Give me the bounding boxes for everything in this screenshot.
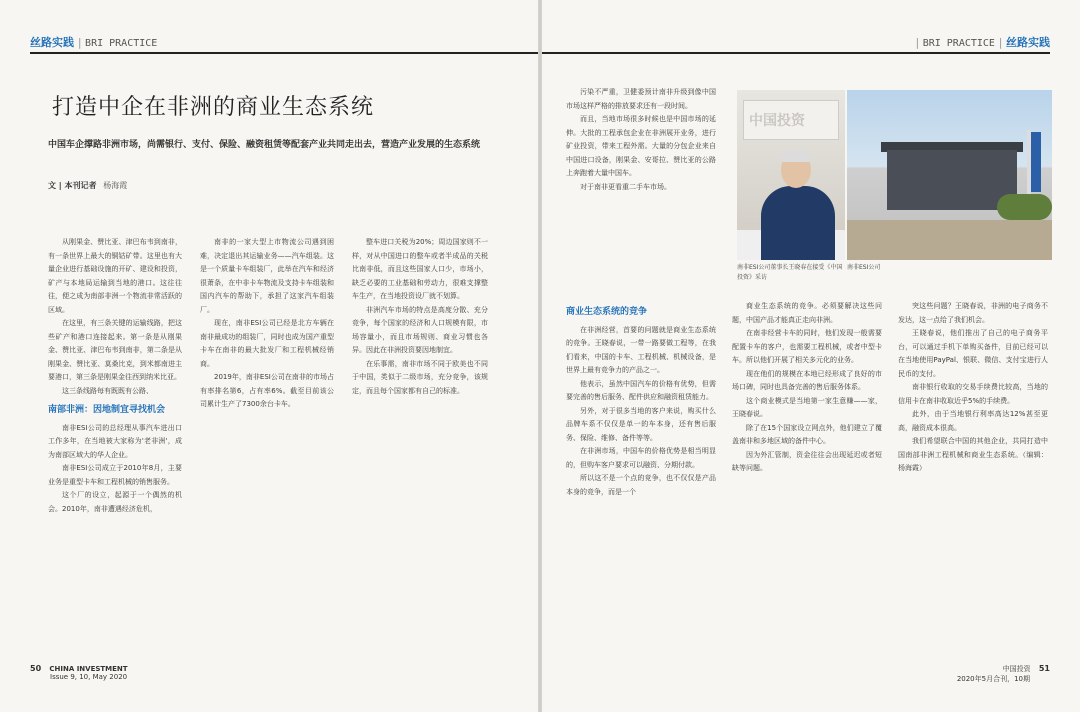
text-column-r3 [898, 300, 1048, 656]
paragraph: 这三条线路每有既既有公路、 [62, 386, 153, 395]
magazine-name-cn: 中国投资 [1002, 665, 1031, 673]
paragraph: 从刚果金、赞比亚、津巴布韦到南非，有一条世界上最大的铜钴矿带。这里也有大量企业进行基础设施的开矿、建设和投资，矿产与本地局运输到当地的港口。这往往往，便之成为南部非洲一个物流非常活跃的区域。 [48, 238, 182, 314]
left-page [0, 0, 538, 712]
paragraph: 所以这不是一个点的竞争，也不仅仅是产品本身的竞争，而是一个 [566, 474, 716, 496]
photo-executive-portrait [737, 90, 845, 260]
text-column-r2 [732, 300, 882, 656]
paragraph: 南非的一家大型上市物流公司遇到困难，决定退出其运输业务——汽车组装。这是一个质量卡车组装厂，此举在汽车和经济很萧条，在中非卡车物流及支持卡车组装和国内汽车的帮助下，承担了这家汽车组装厂。 [200, 238, 334, 314]
paragraph: 而且，当地市场很多时候也是中国市场的延伸。大批的工程承包企业在非洲展开业务，进行矿业投资，带来工程外需。大量的分包企业来自中国进口设备，刚果金、安哥拉、赞比亚的公路上奔跑着大量中国车。 [566, 115, 716, 177]
paragraph: 这个厂的设立，起源于一个偶然的机会。2010年，南非遭遇经济危机， [48, 491, 182, 513]
paragraph: 在这里，有三条关键的运输线路，把这些矿产和港口连接起来。第一条是从刚果金、赞比亚、津巴布韦到南非，第二条是从刚果金、赞比亚、莫桑比克，到米都南进主要港口，第三条是刚果金往西到纳米比亚。 [48, 319, 182, 381]
text-column-r1 [566, 300, 716, 656]
photo-company-building [847, 90, 1052, 260]
right-page [542, 0, 1080, 712]
article-deck: 中国车企撑路非洲市场，尚需银行、支付、保险、融资租赁等配套产业共同走出去，营造产业发展的生态系统 [48, 140, 481, 150]
paragraph: 王晓春说，他们推出了自己的电子商务平台，可以通过手机下单购买备件，目前已经可以在当地使用PayPal、银联、微信、支付宝进行人民币的支付。 [898, 329, 1048, 378]
paragraph: 南非ESI公司的总经理从事汽车进出口工作多年，在当地被大家称为'老非洲'，成为南部区域大的华人企业。 [48, 423, 182, 459]
text-column-1 [48, 236, 182, 656]
paragraph: 我们希望联合中国的其他企业，共同打造中国南部非洲工程机械和商业生态系统。（编辑：杨海霞） [898, 437, 1048, 472]
person-hair [781, 150, 811, 162]
page-number-left: 50 [30, 664, 42, 673]
section-name-cn: 丝路实践 [1006, 36, 1050, 49]
paragraph: 南非ESI公司成立于2010年8月，主要业务是重型卡车和工程机械的销售服务。 [48, 464, 182, 486]
paragraph: 因为外汇管制，资金往往会出现延迟或者短缺等问题。 [732, 450, 882, 472]
person-body [761, 186, 835, 260]
text-column-r1-top [566, 86, 716, 296]
text-column-3 [352, 236, 488, 656]
paragraph: 非洲汽车市场的特点是高度分散、充分竞争，每个国家的经济和人口规模有限，市场容量小，而且市场规则、商业习惯也各异。因此在非洲投资要因地制宜。 [352, 305, 488, 354]
subheading-south-africa: 南部非洲：因地制宜寻找机会 [48, 405, 166, 415]
subheading-ecosystem: 商业生态系统的竞争 [566, 307, 648, 317]
issue-info-left: Issue 9, 10, May 2020 [50, 673, 128, 681]
text-column-2 [200, 236, 334, 656]
paragraph: 商业生态系统的竞争。必须要解决这些问题，中国产品才能真正走向非洲。 [732, 302, 882, 324]
paragraph: 他表示，虽然中国汽车的价格有优势，但需要完善的售后服务、配件供应和融资租赁能力。 [566, 379, 716, 401]
paragraph: 在南非经营卡车的同时，他们发现一般需要配置卡车的客户，也需要工程机械，或者中型卡车。所以他们开展了相关多元化的业务。 [732, 329, 882, 364]
paragraph: 污染不严重，卫健委预计南非升级到像中国市场这样严格的排放要求还有一段时间。 [566, 88, 716, 110]
header-rule [30, 52, 538, 54]
magazine-name-en: CHINA INVESTMENT [49, 665, 128, 673]
banner [1031, 132, 1041, 192]
ground [847, 220, 1052, 260]
paragraph: 南非银行收取的交易手续费比较高，当地的信用卡在南非收取近乎5%的手续费。 [898, 383, 1048, 405]
issue-info-right: 2020年5月合刊，10期 [956, 675, 1030, 683]
footer-left [30, 664, 128, 681]
paragraph: 整车进口关税为20%；周边国家则不一样，对从中国进口的整车或者半成品的关税比南非低，而且这些国家人口少，市场小，缺乏必要的工业基础和劳动力，很难支撑整车生产，在当地投资设厂就不划算。 [352, 238, 488, 300]
byline [48, 180, 127, 191]
section-header-left: 丝路实践 | BRI PRACTICE [30, 36, 158, 49]
paragraph: 在乐事需，南非市场不同于欧美也不同于中国，类似于二级市场，充分竞争，该规定，而且每个国家都有自己的标准。 [352, 359, 488, 395]
paragraph: 此外，由于当地银行利率高达12%甚至更高，融资成本很高。 [898, 410, 1048, 432]
section-name-en: BRI PRACTICE [922, 38, 995, 49]
paragraph: 这个商业模式是当地第一家生意赚——家，王晓春说。 [732, 396, 882, 418]
paragraph: 除了在15个国家设立网点外，他们建立了覆盖南非和多地区域的备件中心。 [732, 423, 882, 445]
photo-caption-1: 南非ESI公司董事长王晓春在接受《中国投资》采访 [737, 264, 843, 281]
author-name: 杨海霞 [103, 181, 128, 190]
page-number-right: 51 [1038, 664, 1050, 673]
paragraph: 现在，南非ESI公司已经是北方车辆在南非最成功的组装厂，同时也成为国产重型卡车在南非的最大批发厂和工程机械经销商。 [200, 319, 334, 368]
paragraph: 在非洲经营，首要的问题就是商业生态系统的竞争。王晓春说，一带一路要做工程等，在我们看来，中国的卡车、工程机械、机械设备，是世界上最有竞争力的产品之一。 [566, 325, 716, 374]
article-title: 打造中企在非洲的商业生态系统 [52, 95, 375, 120]
section-name-en: BRI PRACTICE [85, 38, 158, 49]
paragraph: 对于南非更看重二手车市场。 [580, 182, 671, 191]
footer-right [957, 664, 1050, 684]
shrubs [997, 194, 1052, 220]
section-name-cn: 丝路实践 [30, 36, 74, 49]
header-rule [542, 52, 1050, 54]
paragraph: 在非洲市场，中国车的价格优势是相当明显的，但购车客户要求可以融资、分期付款。 [566, 447, 716, 469]
section-header-right: | BRI PRACTICE | 丝路实践 [915, 36, 1050, 49]
byline-label: 文 | 本刊记者 [48, 181, 97, 190]
paragraph: 另外，对于很多当地的客户来说，购买什么品牌车系不仅仅是单一的车本身，还有售后服务、保险、维修、备件等等。 [566, 406, 716, 442]
photo-caption-2: 南非ESI公司 [847, 264, 881, 271]
paragraph: 2019年，南非ESI公司在南非的市场占有率排名第6，占有率6%。截至目前该公司累计生产了7300余台卡车。 [200, 373, 334, 408]
paragraph: 现在他们的规模在本地已经形成了良好的市场口碑，同时也具备完善的售后服务体系。 [732, 369, 882, 391]
sign-lettering: 中国投资 [749, 113, 805, 129]
paragraph: 突这些问题？王晓春说，非洲的电子商务不发达，这一点给了我们机会。 [898, 302, 1048, 324]
